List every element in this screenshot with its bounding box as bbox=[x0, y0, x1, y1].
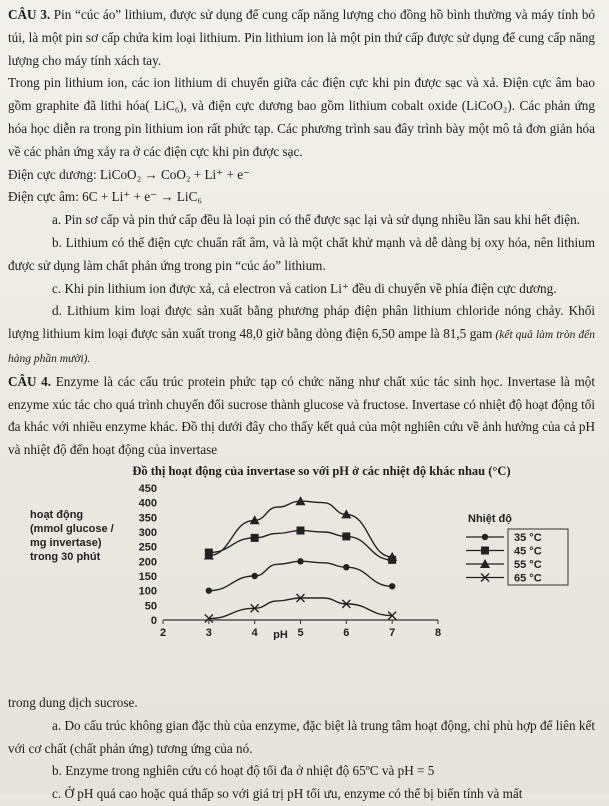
data-point-square bbox=[297, 526, 305, 534]
x-tick-label: 4 bbox=[251, 626, 258, 639]
data-point-diamond bbox=[297, 558, 303, 564]
q4-heading: CÂU 4. bbox=[8, 373, 52, 389]
data-point-diamond bbox=[206, 587, 212, 593]
q4-intro: CÂU 4. Enzyme là các cấu trúc protein phức tạp có chức năng như chất xúc tác sinh học. Invertase là một enzyme xúc tác cho quá trình chuyển đổi sucrose thành glucose và fructose. Invertase có nhiệt độ hoạt động tối đa khác với nhiều enzyme khác. Đồ thị dưới đây cho thấy kết quả của một nghiên cứu về ảnh hưởng của cả pH và nhiệt độ đến hoạt động của invertase bbox=[8, 373, 595, 458]
y-tick-label: 150 bbox=[138, 570, 157, 583]
y-axis-label-line: mg invertase) bbox=[30, 536, 102, 549]
x-tick-label: 3 bbox=[205, 626, 212, 639]
q3-statement-d: d. Lithium kim loại được sản xuất bằng phương pháp điện phân lithium chloride nóng chảy. Khối lượng lithium kim loại được sản xuất trong 48,0 giờ bằng dòng điện 6,50 ampe là 81,5 gam (kết quả làm tròn đến hàng phần mười). bbox=[8, 303, 595, 365]
y-axis-label bbox=[30, 509, 114, 563]
series-line-65 bbox=[209, 598, 392, 619]
data-point-diamond bbox=[389, 583, 395, 589]
q3-statement-a: a. Pin sơ cấp và pin thứ cấp đều là loại pin có thể được sạc lại và sử dụng nhiều lần sau khi hết điện. bbox=[52, 212, 580, 228]
chart-title: Đồ thị hoạt động của invertase so với pH ở các nhiệt độ khác nhau (°C) bbox=[132, 463, 511, 478]
x-tick-label: 7 bbox=[389, 626, 396, 639]
y-tick-label: 100 bbox=[138, 585, 157, 598]
y-tick-label: 50 bbox=[144, 600, 157, 613]
legend-marker-diamond bbox=[482, 534, 488, 540]
legend-marker-square bbox=[481, 546, 489, 554]
y-tick-label: 350 bbox=[138, 512, 157, 525]
x-tick-label: 6 bbox=[343, 626, 350, 639]
y-axis-label-line: hoạt động bbox=[30, 508, 84, 521]
y-tick-label: 400 bbox=[138, 497, 157, 510]
equation-negative-electrode: Điện cực âm: 6C + Li⁺ + e⁻ → LiC₆ bbox=[8, 189, 202, 205]
q4-statement-a: a. Do cấu trúc không gian đặc thù của enzyme, đặc biệt là trung tâm hoạt động, chỉ phù hợp để liên kết với cơ chất (chất phản ứng) tương ứng của nó. bbox=[8, 717, 595, 756]
equation-positive-electrode: Điện cực dương: LiCoO₂ → CoO₂ + Li⁺ + e⁻ bbox=[8, 166, 251, 182]
q3-heading: CÂU 3. bbox=[8, 7, 51, 22]
y-axis-label-line: trong 30 phút bbox=[30, 550, 101, 563]
legend-label: 35 °C bbox=[514, 531, 542, 544]
y-tick-label: 0 bbox=[150, 614, 157, 627]
chart-container bbox=[8, 480, 595, 704]
data-point-diamond bbox=[343, 564, 349, 570]
q3-paragraph-2: Trong pin lithium ion, các ion lithium di chuyển giữa các điện cực khi pin được sạc và xả. Điện cực âm bao gồm graphite đã lithi hóa( LiC₆), và điện cực dương bao gồm lithium cobalt oxide (LiCoO₂). Các phản ứng hóa học diễn ra trong pin lithium ion rất phức tạp. Các phương trình sau đây trình bày một mô tả đơn giản hóa về các phản ứng xảy ra ở các điện cực khi pin được sạc. bbox=[8, 75, 595, 159]
y-tick-label: 200 bbox=[138, 556, 157, 569]
q4-after-chart: trong dung dịch sucrose. bbox=[8, 694, 138, 710]
legend-label: 65 °C bbox=[514, 572, 542, 585]
y-tick-label: 300 bbox=[138, 526, 157, 539]
x-tick-label: 5 bbox=[297, 626, 304, 639]
legend-label: 55 °C bbox=[514, 558, 542, 571]
q3-intro: CÂU 3. Pin “cúc áo” lithium, được sử dụng để cung cấp năng lượng cho đồng hồ bình thường và máy tính bỏ túi, là một pin sơ cấp chứa kim loại lithium. Pin lithium ion là một pin thứ cấp được sử dụng để cung cấp năng lượng cho máy tính xách tay. bbox=[8, 7, 596, 68]
y-axis-label-line: (mmol glucose / bbox=[30, 522, 114, 535]
x-tick-label: 8 bbox=[434, 626, 442, 639]
x-tick-label: 2 bbox=[159, 626, 167, 639]
x-axis-label: pH bbox=[273, 628, 288, 640]
chart-series bbox=[204, 496, 397, 622]
legend-label: 45 °C bbox=[514, 545, 542, 558]
y-tick-label: 450 bbox=[138, 482, 157, 495]
data-point-diamond bbox=[251, 573, 257, 579]
q4-statement-c: c. Ở pH quá cao hoặc quá thấp so với giá trị pH tối ưu, enzyme có thể bị biến tính và mất bbox=[52, 786, 523, 802]
invertase-activity-chart bbox=[8, 480, 598, 640]
series-line-45 bbox=[209, 530, 392, 559]
data-point-square bbox=[251, 534, 259, 542]
q3-statement-b: b. Lithium có thế điện cực chuẩn rất âm, và là một chất khử mạnh và dễ dàng bị oxy hóa, nên lithium được sử dụng làm chất phản ứng trong pin “cúc áo” lithium. bbox=[8, 234, 595, 273]
y-tick-label: 250 bbox=[138, 541, 157, 554]
chart-legend bbox=[466, 513, 568, 585]
legend-title: Nhiệt độ bbox=[468, 512, 512, 525]
data-point-square bbox=[342, 532, 350, 540]
series-line-35 bbox=[209, 561, 392, 590]
q4-statement-b: b. Enzyme trong nghiên cứu có hoạt độ tối đa ở nhiệt độ 65ºC và pH = 5 bbox=[52, 763, 435, 779]
q3-statement-c: c. Khi pin lithium ion được xả, cả electron và cation Li⁺ đều di chuyển về phía điện cực dương. bbox=[52, 280, 557, 296]
